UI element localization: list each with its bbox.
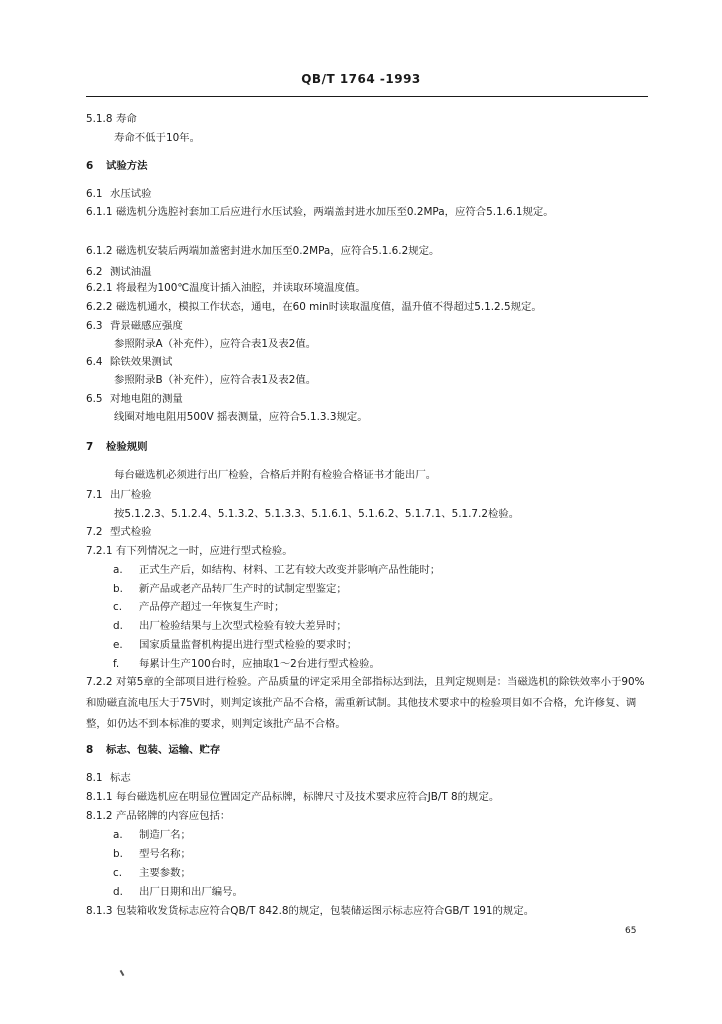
list-item <box>113 828 679 842</box>
clause-number: 6.2.2 <box>86 301 113 313</box>
clause-number: 8.1.3 <box>86 905 113 917</box>
list-marker: f. <box>113 658 120 670</box>
list-marker: d. <box>113 886 123 898</box>
clause-text: 水压试验 <box>110 188 152 200</box>
list-text: 型号名称； <box>139 848 191 860</box>
section-number: 8 <box>86 744 94 756</box>
standard-code-header: QB/T 1764 -1993 <box>301 72 421 86</box>
clause-7-1 <box>86 488 652 502</box>
clause-text: 标志 <box>110 772 131 784</box>
clause-text: 测试油温 <box>110 266 152 278</box>
list-text: 国家质量监督机构提出进行型式检验的要求时； <box>139 639 358 651</box>
paragraph-7: 每台磁选机必须进行出厂检验，合格后并附有检验合格证书才能出厂。 <box>114 469 437 481</box>
clause-number: 6.4 <box>86 356 103 368</box>
clause-number: 5.1.8 <box>86 113 113 125</box>
list-marker: c. <box>113 867 123 879</box>
list-text: 每累计生产100台时，应抽取1～2台进行型式检验。 <box>139 658 380 670</box>
list-item <box>113 866 679 880</box>
clause-text: 磁选机安装后两端加盖密封进水加压至0.2MPa，应符合5.1.6.2规定。 <box>116 245 440 257</box>
clause-number: 7.2.2 <box>86 676 113 688</box>
list-item <box>113 563 679 577</box>
clause-text: 每台磁选机应在明显位置固定产品标牌，标牌尺寸及技术要求应符合JB/T 8的规定。 <box>116 791 500 803</box>
clause-number: 6.3 <box>86 320 103 332</box>
list-item <box>113 638 679 652</box>
clause-number: 7.1 <box>86 489 103 501</box>
section-7-heading <box>86 440 652 454</box>
clause-text: 有下列情况之一时，应进行型式检验。 <box>116 545 293 557</box>
clause-7-2-1 <box>86 544 652 558</box>
clause-number: 8.1 <box>86 772 103 784</box>
clause-text: 对第5章的全部项目进行检验。产品质量的评定采用全部指标达到法，且判定规则是：当磁选机的除铁效率小于90%和励磁直流电压大于75V时，则判定该批产品不合格，需重新试制。其他技术要求中的检验项目如不合格，允许修复、调整，如仍达不到本标准的要求，则判定该批产品不合格。 <box>86 676 645 730</box>
paragraph-6-4: 参照附录B（补充件），应符合表1及表2值。 <box>114 374 317 386</box>
clause-text: 除铁效果测试 <box>110 356 173 368</box>
clause-8-1 <box>86 771 652 785</box>
clause-text: 出厂检验 <box>110 489 152 501</box>
section-title: 标志、包装、运输、贮存 <box>106 744 221 756</box>
list-text: 产品停产超过一年恢复生产时； <box>139 601 285 613</box>
clause-number: 6.2.1 <box>86 282 113 294</box>
list-marker: a. <box>113 829 123 841</box>
header-rule <box>86 96 648 97</box>
list-item <box>113 847 679 861</box>
clause-7-2-2 <box>86 672 652 735</box>
clause-number: 6.2 <box>86 266 103 278</box>
list-item <box>113 619 679 633</box>
paragraph-5-1-8: 寿命不低于10年。 <box>114 132 200 144</box>
section-number: 7 <box>86 441 94 453</box>
list-marker: e. <box>113 639 123 651</box>
section-8-heading <box>86 743 652 757</box>
section-6-heading <box>86 159 652 173</box>
clause-text: 磁选机分选腔衬套加工后应进行水压试验，两端盖封进水加压至0.2MPa，应符合5.1.6.1规定。 <box>116 206 554 218</box>
list-text: 出厂日期和出厂编号。 <box>139 886 243 898</box>
clause-6-2-2 <box>86 300 652 314</box>
list-text: 主要参数； <box>139 867 191 879</box>
section-title: 试验方法 <box>106 160 148 172</box>
clause-text: 背景磁感应强度 <box>110 320 183 332</box>
section-number: 6 <box>86 160 94 172</box>
clause-6-1-1 <box>86 202 652 223</box>
clause-number: 8.1.1 <box>86 791 113 803</box>
list-text: 制造厂名； <box>139 829 191 841</box>
clause-8-1-1 <box>86 790 652 804</box>
clause-text: 将最程为100℃温度计插入油腔，并读取环境温度值。 <box>116 282 366 294</box>
list-text: 新产品或老产品转厂生产时的试制定型鉴定； <box>139 583 347 595</box>
clause-6-3 <box>86 319 652 333</box>
clause-number: 7.2.1 <box>86 545 113 557</box>
list-marker: d. <box>113 620 123 632</box>
paragraph-6-5: 线圈对地电阻用500V 摇表测量，应符合5.1.3.3规定。 <box>114 411 368 423</box>
clause-6-1 <box>86 187 652 201</box>
clause-6-5 <box>86 392 652 406</box>
clause-number: 8.1.2 <box>86 810 113 822</box>
list-marker: b. <box>113 848 123 860</box>
clause-6-1-2 <box>86 244 652 258</box>
list-text: 出厂检验结果与上次型式检验有较大差异时； <box>139 620 347 632</box>
clause-number: 6.1.2 <box>86 245 113 257</box>
clause-6-4 <box>86 355 652 369</box>
clause-text: 磁选机通水，模拟工作状态，通电，在60 min时读取温度值，温升值不得超过5.1.2.5规定。 <box>116 301 542 313</box>
clause-text: 产品铭牌的内容应包括： <box>116 810 231 822</box>
list-marker: a. <box>113 564 123 576</box>
page-number: 65 <box>625 926 637 936</box>
clause-6-2-1 <box>86 281 652 295</box>
clause-number: 6.5 <box>86 393 103 405</box>
clause-5-1-8 <box>86 112 652 126</box>
list-item <box>113 885 679 899</box>
clause-8-1-2 <box>86 809 652 823</box>
list-item <box>113 657 679 671</box>
clause-6-2 <box>86 265 652 279</box>
list-marker: b. <box>113 583 123 595</box>
list-item <box>113 600 679 614</box>
list-item <box>113 582 679 596</box>
clause-7-2 <box>86 525 652 539</box>
clause-text: 对地电阻的测量 <box>110 393 183 405</box>
clause-number: 6.1 <box>86 188 103 200</box>
list-marker: c. <box>113 601 123 613</box>
clause-number: 6.1.1 <box>86 206 113 218</box>
section-title: 检验规则 <box>106 441 148 453</box>
clause-8-1-3 <box>86 904 652 918</box>
list-text: 正式生产后，如结构、材料、工艺有较大改变并影响产品性能时； <box>139 564 441 576</box>
clause-number: 7.2 <box>86 526 103 538</box>
clause-text: 型式检验 <box>110 526 152 538</box>
clause-text: 包装箱收发货标志应符合QB/T 842.8的规定，包装储运图示标志应符合GB/T 191的规定。 <box>116 905 535 917</box>
paragraph-6-3: 参照附录A（补充件），应符合表1及表2值。 <box>114 338 317 350</box>
paragraph-7-1: 按5.1.2.3、5.1.2.4、5.1.3.2、5.1.3.3、5.1.6.1、5.1.6.2、5.1.7.1、5.1.7.2检验。 <box>114 508 520 520</box>
clause-text: 寿命 <box>116 113 137 125</box>
scan-speck <box>120 970 125 976</box>
